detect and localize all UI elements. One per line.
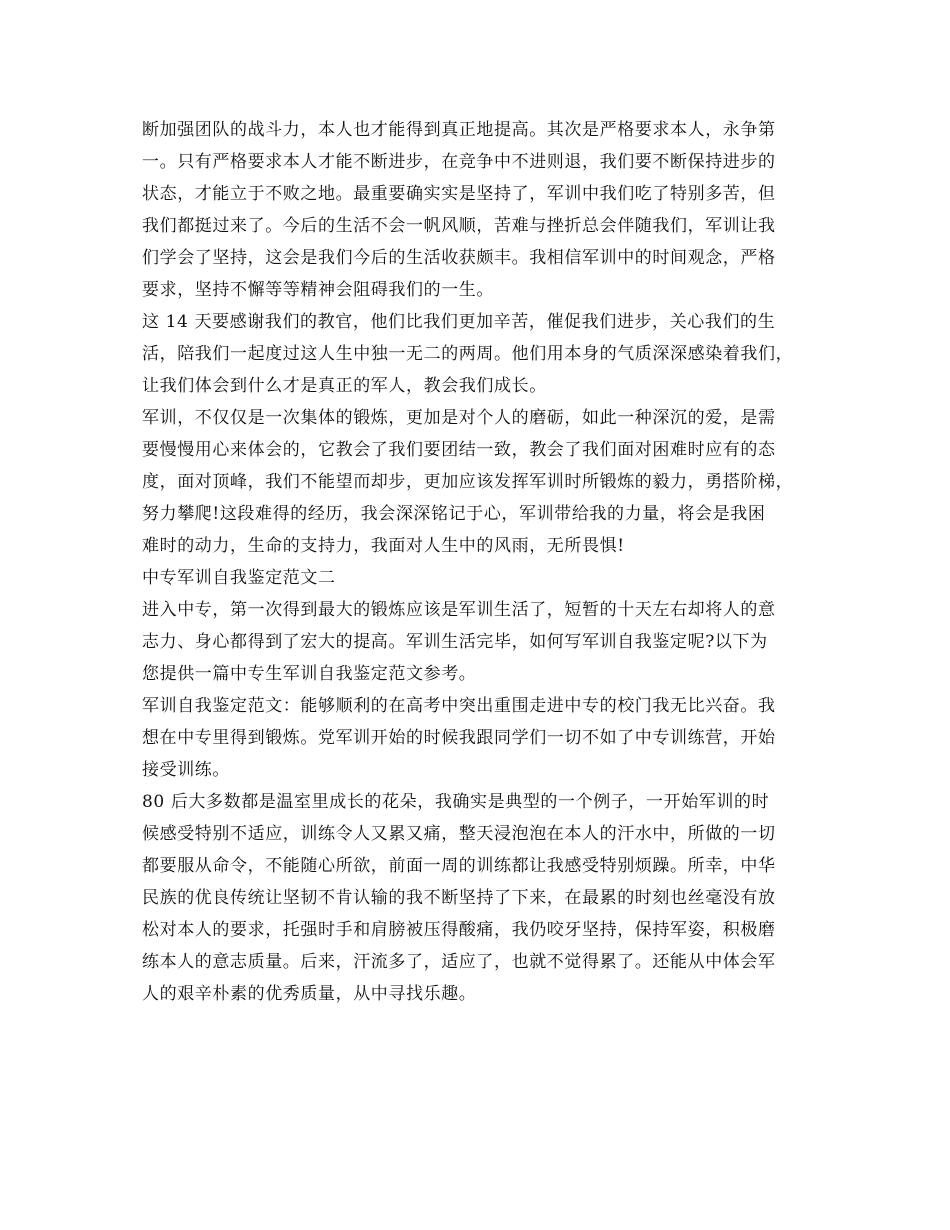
text-line: 要求，坚持不懈等等精神会阻碍我们的一生。 — [142, 280, 494, 300]
text-line: 候感受特别不适应，训练令人又累又痛，整天浸泡泡在本人的汗水中，所做的一切 — [142, 824, 776, 844]
text-line: 您提供一篇中专生军训自我鉴定范文参考。 — [142, 664, 477, 684]
text-line: 度，面对顶峰，我们不能望而却步，更加应该发挥军训时所锻炼的毅力，勇搭阶梯， — [142, 472, 794, 492]
text-line: 这 14 天要感谢我们的教官，他们比我们更加辛苦，催促我们进步，关心我们的生 — [142, 312, 776, 332]
text-line: 民族的优良传统让坚韧不肯认输的我不断坚持了下来，在最累的时刻也丝毫没有放 — [142, 888, 776, 908]
text-line: 我们都挺过来了。今后的生活不会一帆风顺，苦难与挫折总会伴随我们，军训让我 — [142, 216, 776, 236]
text-line: 人的艰辛朴素的优秀质量，从中寻找乐趣。 — [142, 984, 477, 1004]
text-line: 活，陪我们一起度过这人生中独一无二的两周。他们用本身的气质深深感染着我们， — [142, 344, 794, 364]
text-line: 们学会了坚持，这会是我们今后的生活收获颇丰。我相信军训中的时间观念，严格 — [142, 248, 776, 268]
text-line: 努力攀爬!这段难得的经历，我会深深铭记于心，军训带给我的力量，将会是我困 — [142, 504, 766, 524]
text-line: 想在中专里得到锻炼。党军训开始的时候我跟同学们一切不如了中专训练营，开始 — [142, 728, 776, 748]
text-line: 要慢慢用心来体会的，它教会了我们要团结一致，教会了我们面对困难时应有的态 — [142, 440, 776, 460]
document-body — [142, 114, 822, 1010]
text-line: 让我们体会到什么才是真正的军人，教会我们成长。 — [142, 376, 547, 396]
text-line: 断加强团队的战斗力，本人也才能得到真正地提高。其次是严格要求本人，永争第 — [142, 120, 776, 140]
text-line: 松对本人的要求，托强时手和肩膀被压得酸痛，我仍咬牙坚持，保持军姿，积极磨 — [142, 920, 776, 940]
text-line: 进入中专，第一次得到最大的锻炼应该是军训生活了，短暂的十天左右却将人的意 — [142, 600, 776, 620]
text-line: 军训自我鉴定范文：能够顺利的在高考中突出重围走进中专的校门我无比兴奋。我 — [142, 696, 776, 716]
text-line: 状态，才能立于不败之地。最重要确实实是坚持了，军训中我们吃了特别多苦，但 — [142, 184, 776, 204]
text-line: 接受训练。 — [142, 760, 230, 780]
text-line: 一。只有严格要求本人才能不断进步，在竞争中不进则退，我们要不断保持进步的 — [142, 152, 776, 172]
text-line: 军训，不仅仅是一次集体的锻炼，更加是对个人的磨砺，如此一种深沉的爱，是需 — [142, 408, 776, 428]
text-line: 练本人的意志质量。后来，汗流多了，适应了，也就不觉得累了。还能从中体会军 — [142, 952, 776, 972]
section-heading: 中专军训自我鉴定范文二 — [142, 568, 336, 588]
text-line: 都要服从命令，不能随心所欲，前面一周的训练都让我感受特别烦躁。所幸，中华 — [142, 856, 776, 876]
text-line: 志力、身心都得到了宏大的提高。军训生活完毕，如何写军训自我鉴定呢?以下为 — [142, 632, 768, 652]
text-line: 难时的动力，生命的支持力，我面对人生中的风雨，无所畏惧! — [142, 536, 625, 556]
text-line: 80 后大多数都是温室里成长的花朵，我确实是典型的一个例子，一开始军训的时 — [142, 792, 770, 812]
